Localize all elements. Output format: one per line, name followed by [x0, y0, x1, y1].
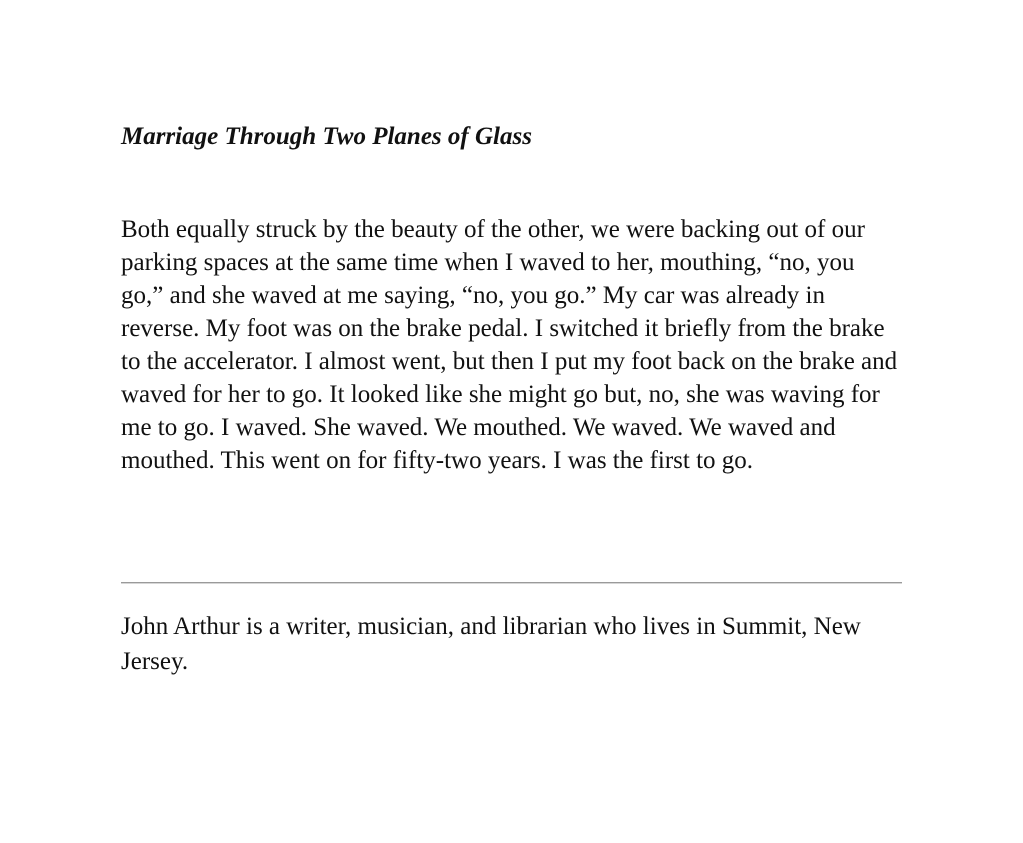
poem-body: Both equally struck by the beauty of the other, we were backing out of our parking spaces at the same time when I waved to her, mouthing, “no, you go,” and she waved at me saying, “no, you go.” My car was already in reverse. My foot was on the brake pedal. I switched it briefly from the brake to the accelerator. I almost went, but then I put my foot back on the brake and waved for her to go. It looked like she might go but, no, she was waving for me to go. I waved. She waved. We mouthed. We waved. We waved and mouthed. This went on for fifty-two years. I was the first to go. [121, 216, 898, 474]
poem-title: Marriage Through Two Planes of Glass [121, 123, 532, 150]
section-divider [121, 582, 902, 584]
author-bio: John Arthur is a writer, musician, and librarian who lives in Summit, New Jersey. [121, 613, 861, 675]
